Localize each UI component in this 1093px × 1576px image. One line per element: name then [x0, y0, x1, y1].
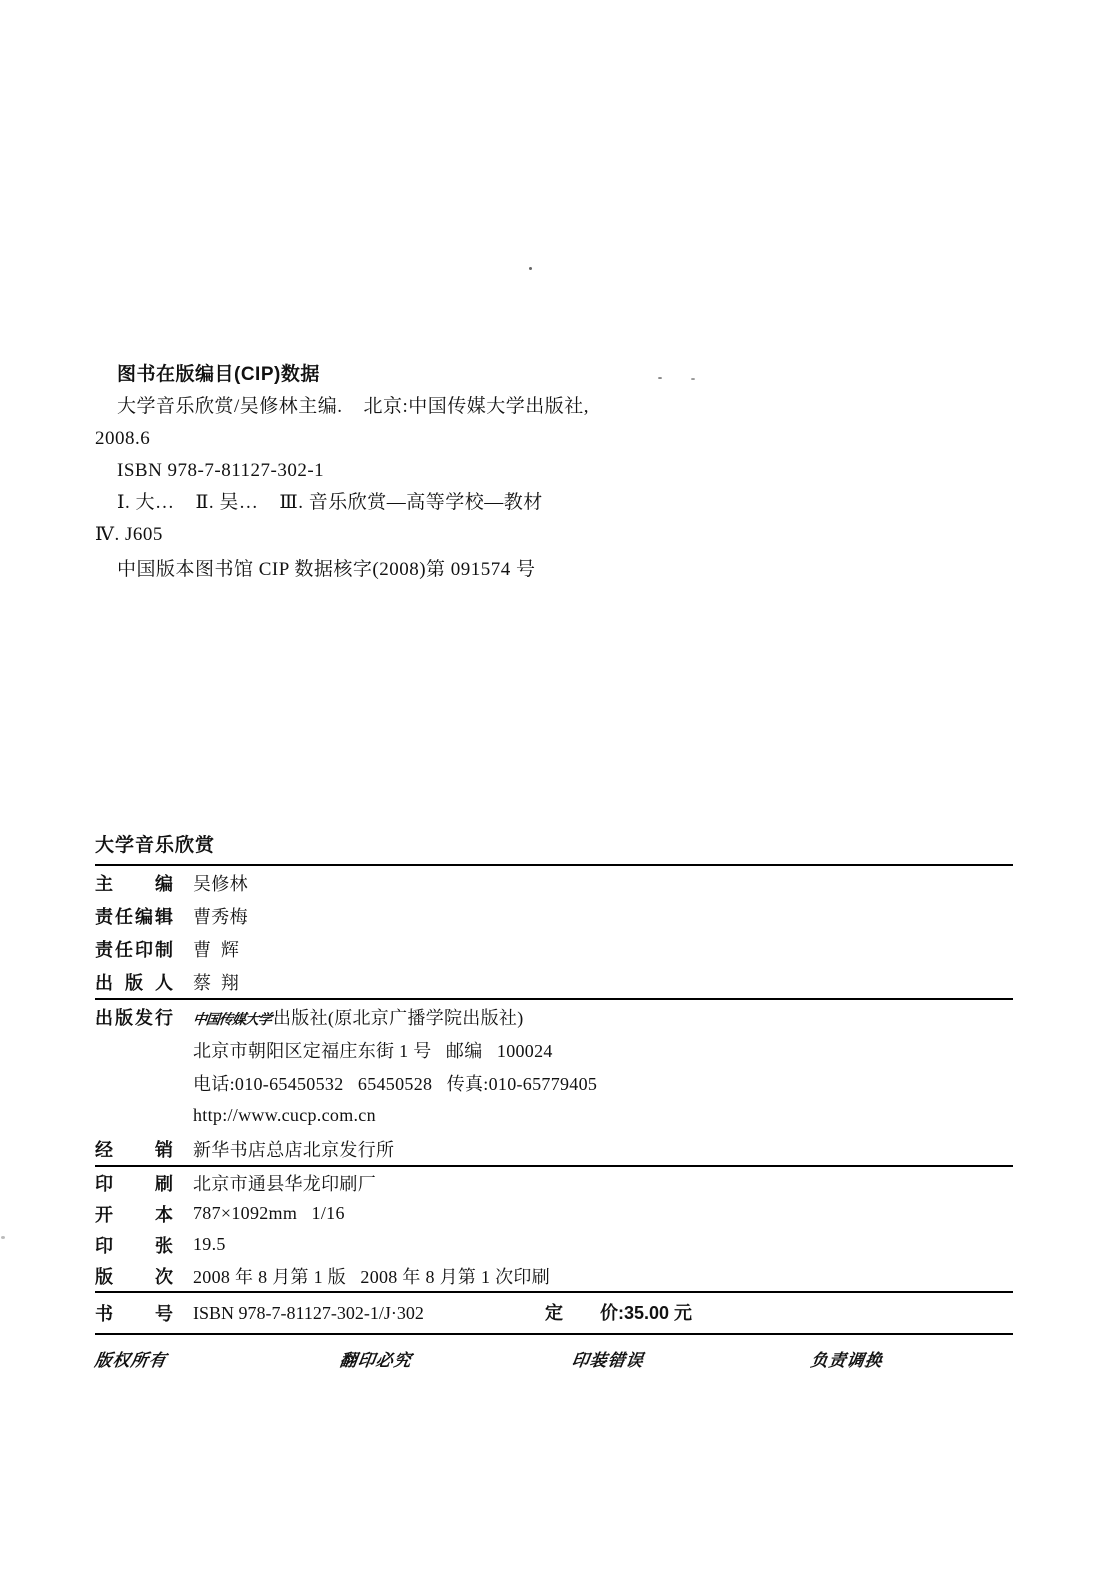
print-row-printer: [95, 1167, 1013, 1198]
copyright-notice-row: [95, 1346, 1013, 1370]
publisher-name: 出版社(原北京广播学院出版社): [273, 1007, 524, 1028]
cip-data-block: [95, 359, 795, 586]
row-label: 主 编: [95, 873, 173, 894]
staff-row-responsible-editor: [95, 899, 1013, 932]
staff-section: [95, 866, 1013, 1000]
notice-replacement: 负责调换: [809, 1351, 885, 1370]
row-label: 印 张: [95, 1235, 173, 1256]
scan-speck: [1, 1236, 5, 1239]
staff-row-publisher-person: [95, 965, 1013, 998]
price-label: 定: [545, 1303, 563, 1323]
publish-row-distributor: [95, 1132, 1013, 1165]
notice-all-rights-reserved: 版权所有: [93, 1351, 169, 1370]
row-value: 北京市通县华龙印刷厂: [193, 1173, 376, 1194]
print-row-edition: [95, 1260, 1013, 1291]
colophon-block: [95, 830, 1013, 1370]
row-label: 印 刷: [95, 1173, 173, 1194]
price-value: 价:35.00 元: [600, 1303, 693, 1323]
publish-row-publisher: [95, 1000, 1013, 1033]
print-row-format: [95, 1198, 1013, 1229]
row-label: 书 号: [95, 1304, 173, 1324]
row-label: 责任印制: [95, 939, 173, 960]
staff-row-print-supervisor: [95, 932, 1013, 965]
staff-row-chief-editor: [95, 866, 1013, 899]
cip-classification-line: Ⅰ. 大… Ⅱ. 吴… Ⅲ. 音乐欣赏—高等学校—教材: [117, 492, 543, 513]
row-label: 经 销: [95, 1139, 173, 1160]
cip-year-line: 2008.6: [95, 428, 151, 449]
publish-row-address: [95, 1033, 1013, 1066]
scan-speck: [529, 267, 532, 270]
row-value: 曹 辉: [193, 939, 240, 960]
row-value: [193, 1004, 524, 1030]
publisher-logotype: 中国传媒大学: [192, 1012, 272, 1028]
book-title: 大学音乐欣赏: [95, 830, 1013, 866]
isbn-number: ISBN 978-7-81127-302-1/J·302: [193, 1303, 424, 1323]
notice-printing-errors: 印装错误: [570, 1351, 646, 1370]
row-value: 吴修林: [193, 873, 248, 894]
print-row-sheets: [95, 1229, 1013, 1260]
isbn-content: [193, 1293, 1013, 1333]
notice-no-reproduction: 翻印必究: [338, 1351, 414, 1370]
row-value: 新华书店总店北京发行所: [193, 1139, 395, 1160]
row-label: 出版发行: [95, 1007, 173, 1028]
isbn-price-row: [95, 1293, 1013, 1335]
website-url: http://www.cucp.com.cn: [193, 1105, 376, 1125]
publish-section: [95, 1000, 1013, 1167]
row-value: 电话:010-65450532 65450528 传真:010-65779405: [193, 1073, 598, 1094]
row-value: 787×1092mm 1/16: [193, 1203, 345, 1223]
cip-title-author-line: 大学音乐欣赏/吴修林主编. 北京:中国传媒大学出版社,: [117, 396, 590, 417]
row-value: 北京市朝阳区定福庄东街 1 号 邮编 100024: [193, 1040, 553, 1061]
publish-row-website: [95, 1099, 1013, 1132]
print-section: [95, 1167, 1013, 1293]
row-label: 开 本: [95, 1204, 173, 1225]
row-label: 版 次: [95, 1266, 173, 1287]
row-value: 19.5: [193, 1234, 226, 1254]
row-value: 2008 年 8 月第 1 版 2008 年 8 月第 1 次印刷: [193, 1266, 550, 1287]
cip-header: 图书在版编目(CIP)数据: [117, 364, 320, 385]
row-label: 出 版 人: [95, 972, 173, 993]
cip-register-line: 中国版本图书馆 CIP 数据核字(2008)第 091574 号: [117, 559, 536, 580]
row-label: 责任编辑: [95, 906, 173, 927]
cip-class-code-line: Ⅳ. J605: [95, 524, 163, 545]
cip-isbn-line: ISBN 978-7-81127-302-1: [117, 460, 325, 481]
publish-row-phone: [95, 1066, 1013, 1099]
row-value: 曹秀梅: [193, 906, 248, 927]
row-value: 蔡 翔: [193, 972, 240, 993]
